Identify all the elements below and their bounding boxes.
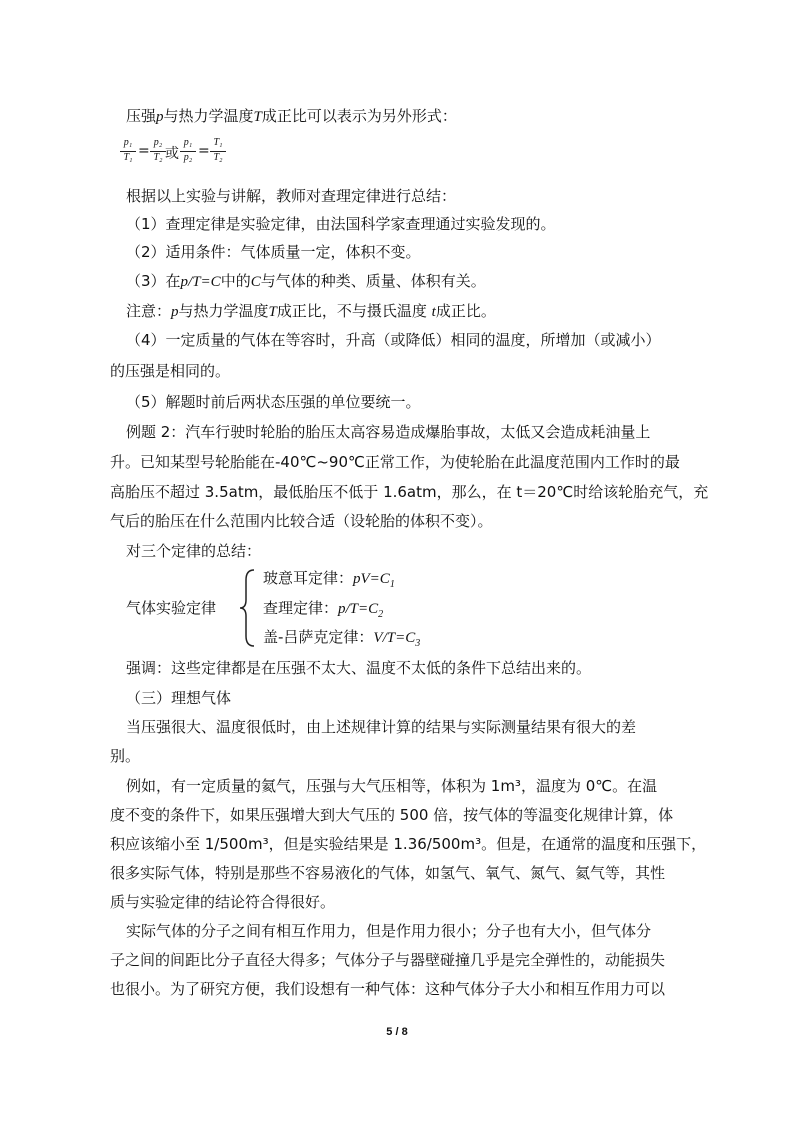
equals-sign: = <box>138 143 150 159</box>
var-T: T <box>268 304 277 320</box>
var-p: p <box>156 109 164 125</box>
ideal-gas-p3-line-1: 实际气体的分子之间有相互作用力，但是作用力很小；分子也有大小，但气体分 <box>126 922 652 940</box>
point-3-mid: 中的 <box>220 272 251 290</box>
var-T: T <box>253 109 262 125</box>
point-3-prefix: （3）在 <box>126 272 181 290</box>
fraction-numerator: p₁ <box>183 137 193 148</box>
equals-sign: = <box>198 143 210 159</box>
boyle-law-formula: pV=C <box>353 571 390 587</box>
var-t: t <box>431 304 436 320</box>
fraction-denominator: T₂ <box>153 152 163 163</box>
charles-law <box>263 597 383 626</box>
note-label: 注意： <box>126 302 172 320</box>
point-2: （2）适用条件：气体质量一定，体积不变。 <box>126 243 421 261</box>
fraction-numerator: p₂ <box>153 137 163 148</box>
note-text-3: 成正比。 <box>435 302 496 320</box>
intro-text-1: 压强 <box>126 107 157 125</box>
ideal-gas-p1-line-2: 别。 <box>110 747 141 765</box>
formula-pT-C: p/T=C <box>180 274 221 290</box>
intro-line <box>126 105 457 128</box>
curly-brace <box>238 568 258 648</box>
point-4-line-2: 的压强是相同的。 <box>110 362 231 380</box>
fraction-denominator: p₂ <box>183 152 193 163</box>
charles-law-subscript: 2 <box>378 609 384 620</box>
fraction-denominator: T₂ <box>213 152 223 163</box>
gay-lussac-law-name: 盖-吕萨克定律： <box>263 628 374 646</box>
var-p: p <box>171 304 179 320</box>
note-text-1: 与热力学温度 <box>178 302 269 320</box>
gay-lussac-law-formula: V/T=C <box>373 630 416 646</box>
ideal-gas-p2-line-5: 质与实验定律的结论符合得很好。 <box>110 893 336 911</box>
note-line <box>126 300 496 323</box>
emphasis-line: 强调：这些定律都是在压强不太大、温度不太低的条件下总结出来的。 <box>126 659 592 677</box>
ideal-gas-p2-line-1: 例如，有一定质量的氦气，压强与大气压相等，体积为 1m³，温度为 0℃。在温 <box>126 777 658 795</box>
example-2-line-4: 气后的胎压在什么范围内比较合适（设轮胎的体积不变）。 <box>110 512 493 530</box>
charles-law-name: 查理定律： <box>263 599 339 617</box>
ideal-gas-p2-line-4: 很多实际气体，特别是那些不容易液化的气体，如氢气、氧气、氮气、氦气等，其性 <box>110 864 666 882</box>
example-2-line-2: 升。已知某型号轮胎能在-40℃~90℃正常工作，为使轮胎在此温度范围内工作时的最 <box>110 453 680 471</box>
boyle-law-subscript: 1 <box>389 579 395 590</box>
boyle-law <box>263 567 395 596</box>
fraction-denominator: T₁ <box>123 152 133 163</box>
ideal-gas-heading: （三）理想气体 <box>126 689 232 707</box>
example-2-line-3: 高胎压不超过 3.5atm，最低胎压不低于 1.6atm，那么，在 t＝20℃时给该轮胎充气，充 <box>110 483 709 501</box>
fraction-p1-T1 <box>120 137 136 167</box>
intro-text-3: 成正比可以表示为另外形式： <box>261 107 457 125</box>
fraction-numerator: T₁ <box>213 137 223 148</box>
note-text-2: 成正比，不与摄氏温度 <box>276 302 427 320</box>
or-word: 或 <box>165 146 179 162</box>
example-2-line-1: 例题 2：汽车行驶时轮胎的胎压太高容易造成爆胎事故，太低又会造成耗油量上 <box>126 423 651 441</box>
charles-law-formula: p/T=C <box>338 601 379 617</box>
ideal-gas-p3-line-2: 子之间的间距比分子直径大得多；气体分子与器壁碰撞几乎是完全弹性的，动能损失 <box>110 951 666 969</box>
var-C: C <box>250 274 261 290</box>
ideal-gas-p2-line-2: 度不变的条件下，如果压强增大到大气压的 500 倍，按气体的等温变化规律计算，体 <box>110 806 674 824</box>
fraction-numerator: p₁ <box>123 137 133 148</box>
gas-laws-label: 气体实验定律 <box>126 599 217 617</box>
fraction-T1-T2 <box>210 137 226 167</box>
laws-intro: 对三个定律的总结： <box>126 542 262 560</box>
fraction-p2-T2 <box>150 137 166 167</box>
ideal-gas-p1-line-1: 当压强很大、温度很低时，由上述规律计算的结果与实际测量结果有很大的差 <box>126 718 637 736</box>
boyle-law-name: 玻意耳定律： <box>263 569 354 587</box>
gay-lussac-law <box>263 626 420 655</box>
page-number: 5 / 8 <box>386 1026 408 1038</box>
gay-lussac-law-subscript: 3 <box>415 638 421 649</box>
point-3 <box>126 270 486 293</box>
point-3-suffix: 与气体的种类、质量、体积有关。 <box>260 272 486 290</box>
point-5: （5）解题时前后两状态压强的单位要统一。 <box>126 393 421 411</box>
ideal-gas-p2-line-3: 积应该缩小至 1/500m³，但是实验结果是 1.36/500m³。但是，在通常的温度和压强下， <box>110 835 707 853</box>
point-4-line-1: （4）一定质量的气体在等容时，升高（或降低）相同的温度，所增加（或减小） <box>126 331 661 349</box>
summary-intro: 根据以上实验与讲解，教师对查理定律进行总结： <box>126 187 457 205</box>
point-1: （1）查理定律是实验定律，由法国科学家查理通过实验发现的。 <box>126 215 556 233</box>
ideal-gas-p3-line-3: 也很小。为了研究方便，我们设想有一种气体：这种气体分子大小和相互作用力可以 <box>110 980 666 998</box>
intro-text-2: 与热力学温度 <box>163 107 254 125</box>
fraction-p1-p2 <box>180 137 196 167</box>
